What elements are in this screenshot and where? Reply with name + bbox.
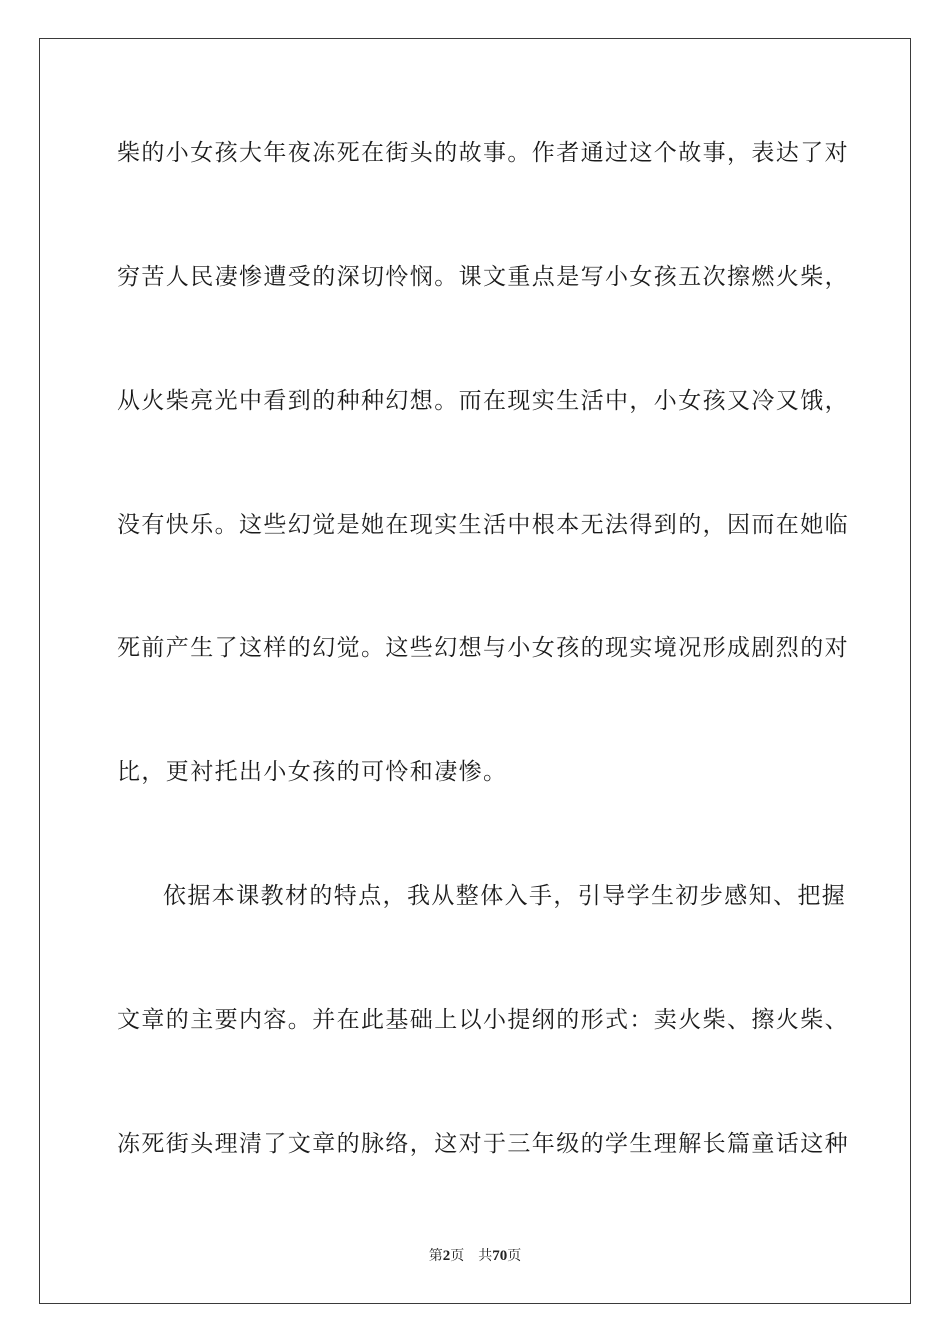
paragraph-line-9: 冻死街头理清了文章的脉络，这对于三年级的学生理解长篇童话这种	[117, 1131, 849, 1157]
page-prefix: 第	[428, 1248, 443, 1264]
paragraph-line-8: 文章的主要内容。并在此基础上以小提纲的形式：卖火柴、擦火柴、	[117, 1007, 849, 1033]
paragraph-line-5: 死前产生了这样的幻觉。这些幻想与小女孩的现实境况形成剧烈的对	[117, 635, 849, 661]
page-number: 2	[442, 1248, 451, 1264]
total-pages: 70	[492, 1248, 508, 1264]
paragraph-line-3: 从火柴亮光中看到的种种幻想。而在现实生活中，小女孩又冷又饿，	[117, 388, 849, 414]
page-footer	[0, 1247, 950, 1265]
paragraph-line-1: 柴的小女孩大年夜冻死在街头的故事。作者通过这个故事，表达了对	[117, 140, 849, 166]
page-suffix: 页	[450, 1248, 465, 1264]
page-border	[39, 38, 911, 1304]
paragraph-line-6: 比，更衬托出小女孩的可怜和凄惨。	[117, 759, 508, 785]
paragraph-line-4: 没有快乐。这些幻觉是她在现实生活中根本无法得到的，因而在她临	[117, 512, 849, 538]
total-prefix: 共	[478, 1248, 493, 1264]
paragraph-line-2: 穷苦人民凄惨遭受的深切怜悯。课文重点是写小女孩五次擦燃火柴，	[117, 264, 849, 290]
total-suffix: 页	[507, 1248, 522, 1264]
paragraph-line-7: 依据本课教材的特点，我从整体入手，引导学生初步感知、把握	[163, 883, 847, 909]
